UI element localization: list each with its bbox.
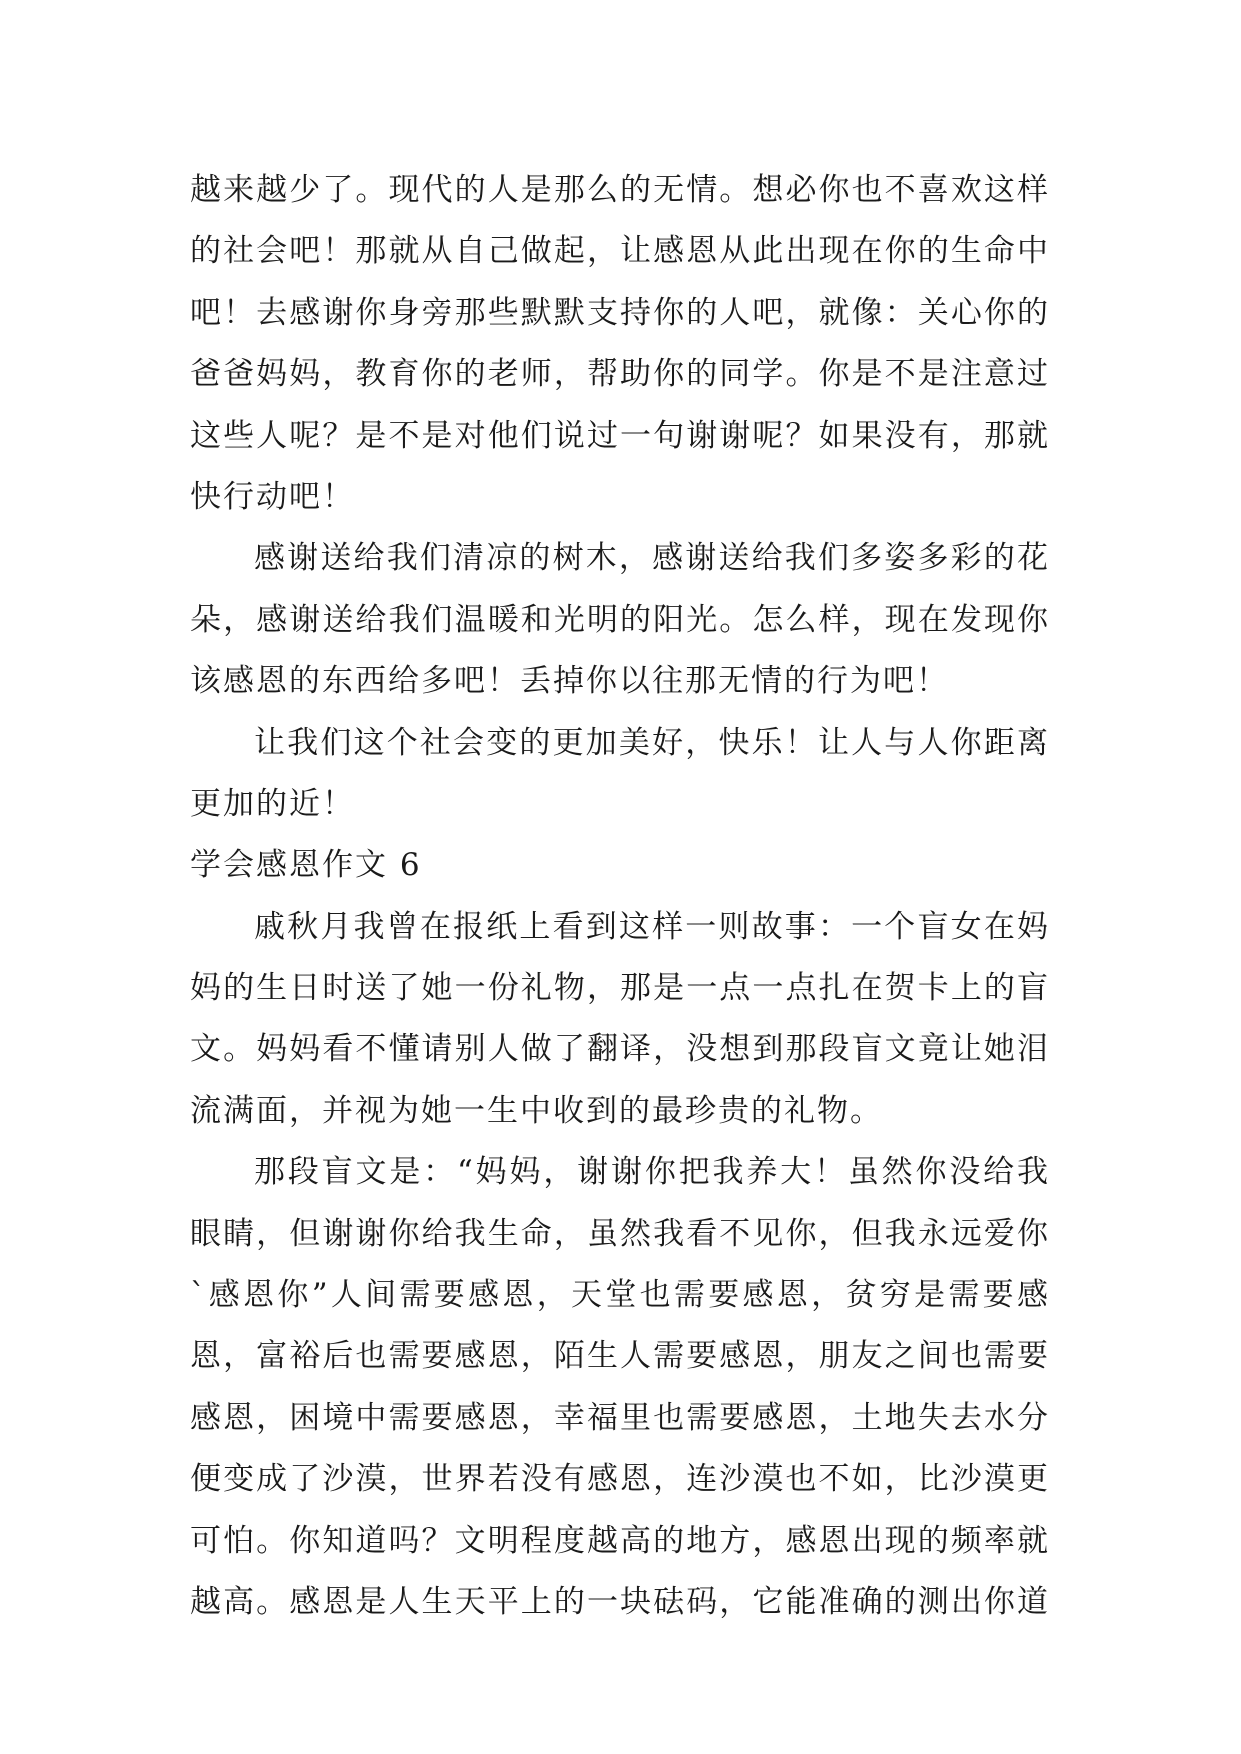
text-line-21: 感恩，困境中需要感恩，幸福里也需要感恩，土地失去水分 bbox=[190, 1399, 1050, 1436]
text-line-13: 戚秋月我曾在报纸上看到这样一则故事：一个盲女在妈 bbox=[254, 908, 1050, 945]
text-line-14: 妈的生日时送了她一份礼物，那是一点一点扎在贺卡上的盲 bbox=[190, 970, 1050, 1007]
text-line-6: 快行动吧！ bbox=[190, 478, 355, 515]
text-line-18: 眼睛，但谢谢你给我生命，虽然我看不见你，但我永远爱你 bbox=[190, 1215, 1050, 1252]
text-line-3: 吧！去感谢你身旁那些默默支持你的人吧，就像：关心你的 bbox=[190, 294, 1050, 331]
text-line-24: 越高。感恩是人生天平上的一块砝码，它能准确的测出你道 bbox=[190, 1583, 1050, 1620]
text-line-4: 爸爸妈妈，教育你的老师，帮助你的同学。你是不是注意过 bbox=[190, 356, 1050, 393]
text-line-7: 感谢送给我们清凉的树木，感谢送给我们多姿多彩的花 bbox=[254, 540, 1050, 577]
document-body bbox=[190, 160, 1050, 1633]
text-line-5: 这些人呢？是不是对他们说过一句谢谢呢？如果没有，那就 bbox=[190, 417, 1050, 454]
text-line-11: 更加的近！ bbox=[190, 785, 355, 822]
text-line-2: 的社会吧！那就从自己做起，让感恩从此出现在你的生命中 bbox=[190, 233, 1050, 270]
text-line-17: 那段盲文是：“妈妈，谢谢你把我养大！虽然你没给我 bbox=[254, 1154, 1050, 1191]
text-line-8: 朵，感谢送给我们温暖和光明的阳光。怎么样，现在发现你 bbox=[190, 601, 1050, 638]
text-line-16: 流满面，并视为她一生中收到的最珍贵的礼物。 bbox=[190, 1092, 883, 1129]
text-line-10: 让我们这个社会变的更加美好，快乐！让人与人你距离 bbox=[254, 724, 1050, 761]
text-line-20: 恩，富裕后也需要感恩，陌生人需要感恩，朋友之间也需要 bbox=[190, 1338, 1050, 1375]
text-line-15: 文。妈妈看不懂请别人做了翻译，没想到那段盲文竟让她泪 bbox=[190, 1031, 1050, 1068]
section-heading: 学会感恩作文 6 bbox=[190, 847, 422, 884]
text-line-19: `感恩你”人间需要感恩，天堂也需要感恩，贫穷是需要感 bbox=[190, 1277, 1050, 1314]
text-line-1: 越来越少了。现代的人是那么的无情。想必你也不喜欢这样 bbox=[190, 172, 1050, 208]
text-line-9: 该感恩的东西给多吧！丢掉你以往那无情的行为吧！ bbox=[190, 663, 949, 700]
text-line-22: 便变成了沙漠，世界若没有感恩，连沙漠也不如，比沙漠更 bbox=[190, 1461, 1050, 1498]
text-line-23: 可怕。你知道吗？文明程度越高的地方，感恩出现的频率就 bbox=[190, 1522, 1050, 1559]
